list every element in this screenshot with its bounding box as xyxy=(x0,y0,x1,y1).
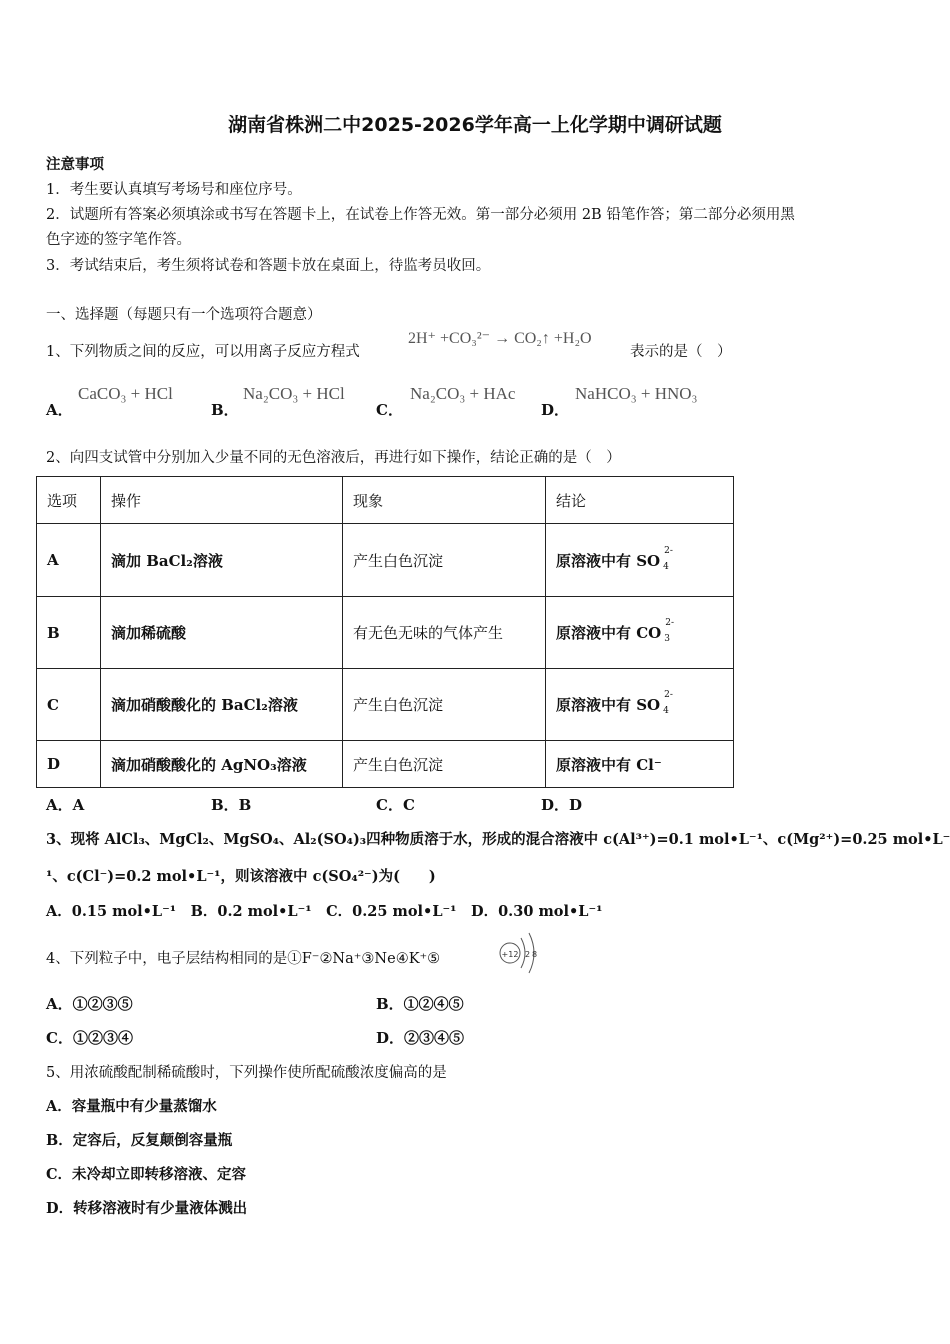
table-header-cell: 现象 xyxy=(343,477,546,524)
q5-option-b: B．定容后，反复颠倒容量瓶 xyxy=(46,1132,233,1149)
question-5-stem: 5、用浓硫酸配制稀硫酸时，下列操作使所配硫酸浓度偏高的是 xyxy=(46,1065,447,1081)
question-4-stem: 4、下列粒子中，电子层结构相同的是①F⁻②Na⁺③Ne④K⁺⑤ xyxy=(46,951,441,967)
q1-option-d: NaHCO₃ + HNO₃ xyxy=(575,384,698,403)
q1-option-a: CaCO₃ + HCl xyxy=(78,384,173,403)
question-3-line1: 3、现将 AlCl₃、MgCl₂、MgSO₄、Al₂(SO₄)₃四种物质溶于水，形成的混合溶液中 c(Al³⁺)=0.1 mol•L⁻¹、c(Mg²⁺)=0.25 mol•L⁻ xyxy=(46,831,950,848)
q1-option-c-label: C． xyxy=(376,401,403,419)
question-2-stem: 2、向四支试管中分别加入少量不同的无色溶液后，再进行如下操作，结论正确的是（ ） xyxy=(46,450,621,466)
question-3-line2: ¹、c(Cl⁻)=0.2 mol•L⁻¹，则该溶液中 c(SO₄²⁻)为( ) xyxy=(46,868,436,885)
question-2-table xyxy=(36,476,734,788)
q2-answer-b: B．B xyxy=(211,796,252,814)
shell-electron-count: 2 xyxy=(525,950,531,959)
ion-charge: 2- xyxy=(664,690,673,700)
notice-heading: 注意事项 xyxy=(46,156,104,173)
row-conclusion xyxy=(546,524,734,597)
notice-item: 色字迹的签字笔作答。 xyxy=(46,232,191,248)
table-header-cell: 操作 xyxy=(101,477,343,524)
row-phenomenon: 产生白色沉淀 xyxy=(343,524,546,597)
atom-structure-diagram xyxy=(496,930,544,976)
q4-option-c: C．①②③④ xyxy=(46,1029,133,1047)
ion-charge: 2- xyxy=(665,618,675,628)
row-conclusion xyxy=(546,669,734,741)
q4-option-b: B．①②④⑤ xyxy=(376,995,464,1013)
conclusion-text: 原溶液中有 SO xyxy=(556,696,661,714)
question-3-options: A．0.15 mol•L⁻¹ B．0.2 mol•L⁻¹ C．0.25 mol•L⁻¹ D．0.30 mol•L⁻¹ xyxy=(46,903,603,920)
row-operation: 滴加 BaCl₂溶液 xyxy=(101,524,343,597)
conclusion-text: 原溶液中有 SO xyxy=(556,551,661,570)
ion-subscript: 4 xyxy=(663,706,669,716)
row-phenomenon: 产生白色沉淀 xyxy=(343,741,546,788)
q1-option-a-label: A． xyxy=(46,401,73,419)
table-row xyxy=(37,524,734,597)
conclusion-text: 原溶液中有 CO xyxy=(556,624,662,642)
row-option: D xyxy=(37,741,101,788)
q5-option-c: C．未冷却立即转移溶液、定容 xyxy=(46,1166,247,1183)
ion-charge: 2- xyxy=(664,545,673,556)
table-header-cell: 选项 xyxy=(37,477,101,524)
table-row xyxy=(37,669,734,741)
section-heading: 一、选择题（每题只有一个选项符合题意） xyxy=(46,307,322,323)
row-option: B xyxy=(37,597,101,669)
question-1-suffix: 表示的是（ ） xyxy=(630,344,732,360)
table-row xyxy=(37,741,734,788)
row-operation: 滴加硝酸酸化的 AgNO₃溶液 xyxy=(101,741,343,788)
q1-option-b-label: B． xyxy=(211,401,239,419)
q5-option-a: A．容量瓶中有少量蒸馏水 xyxy=(46,1098,217,1115)
nucleus-label: +12 xyxy=(501,950,519,959)
q1-option-c: Na₂CO₃ + HAc xyxy=(410,384,516,403)
q1-option-d-label: D． xyxy=(541,401,570,419)
shell-electron-count: 8 xyxy=(532,950,538,959)
q4-option-a: A．①②③⑤ xyxy=(46,995,133,1013)
row-conclusion: 原溶液中有 Cl⁻ xyxy=(546,741,734,788)
row-phenomenon: 产生白色沉淀 xyxy=(343,669,546,741)
q2-answer-a: A．A xyxy=(46,796,85,814)
q4-option-d: D．②③④⑤ xyxy=(376,1029,465,1047)
q5-option-d: D．转移溶液时有少量液体溅出 xyxy=(46,1200,248,1217)
notice-item: 2．试题所有答案必须填涂或书写在答题卡上，在试卷上作答无效。第一部分必须用 2B 铅笔作答；第二部分必须用黑 xyxy=(46,207,795,223)
row-conclusion xyxy=(546,597,734,669)
q2-answer-c: C．C xyxy=(376,796,415,814)
notice-item: 1．考生要认真填写考场号和座位序号。 xyxy=(46,182,302,198)
table-header-cell: 结论 xyxy=(546,477,734,524)
question-1-prefix: 1、下列物质之间的反应，可以用离子反应方程式 xyxy=(46,344,360,360)
notice-item: 3．考试结束后，考生须将试卷和答题卡放在桌面上，待监考员收回。 xyxy=(46,258,491,274)
row-phenomenon: 有无色无味的气体产生 xyxy=(343,597,546,669)
row-operation: 滴加稀硫酸 xyxy=(101,597,343,669)
table-row xyxy=(37,597,734,669)
row-option: C xyxy=(37,669,101,741)
question-1-equation: 2H⁺ +CO₃²⁻ → CO₂↑ +H₂O xyxy=(408,330,592,347)
row-operation: 滴加硝酸酸化的 BaCl₂溶液 xyxy=(101,669,343,741)
page-title: 湖南省株洲二中2025-2026学年高一上化学期中调研试题 xyxy=(228,114,722,136)
ion-subscript: 3 xyxy=(664,634,670,644)
row-option: A xyxy=(37,524,101,597)
table-header-row xyxy=(37,477,734,524)
q1-option-b: Na₂CO₃ + HCl xyxy=(243,384,345,403)
q2-answer-d: D．D xyxy=(541,796,583,814)
ion-subscript: 4 xyxy=(663,561,669,572)
